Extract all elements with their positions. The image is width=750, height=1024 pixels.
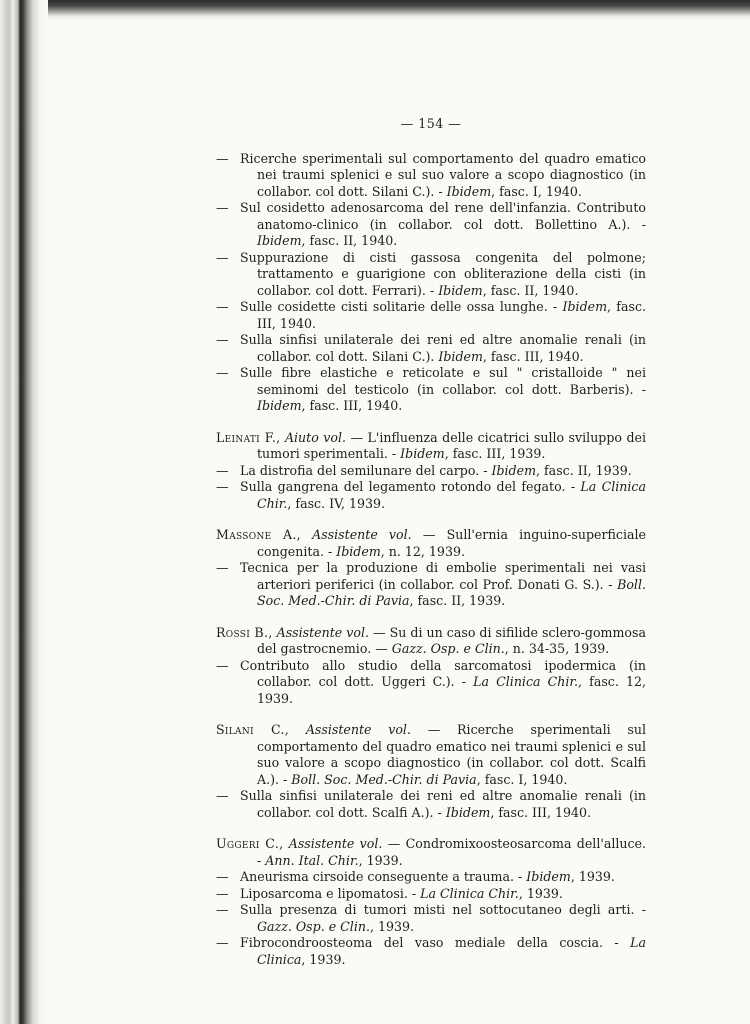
bibliography-entry: — Sul cosidetto adenosarcoma del rene dell'infanzia. Contributo anatomo-clinico (in collabor. col dott. Bollettino A.). - Ibidem, fasc. II, 1940. bbox=[216, 200, 646, 248]
author-entry: Massone A., Assistente vol. — Sull'ernia inguino-superficiale congenita. - Ibidem, n. 12, 1939. bbox=[216, 527, 646, 559]
bibliography-entry: — Sulla sinfisi unilaterale dei reni ed altre anomalie renali (in collabor. col dott. Scalfi A.). - Ibidem, fasc. III, 1940. bbox=[216, 788, 646, 820]
scan-edge-left bbox=[0, 0, 48, 1024]
author-entry: Uggeri C., Assistente vol. — Condromixoosteosarcoma dell'alluce. - Ann. Ital. Chir., 1939. bbox=[216, 836, 646, 868]
bibliography-entry: — Ricerche sperimentali sul comportamento del quadro ematico nei traumi splenici e sul suo valore a scopo diagnostico (in collabor. col dott. Silani C.). - Ibidem, fasc. I, 1940. bbox=[216, 150, 646, 199]
author-role: Assistente vol. bbox=[312, 527, 412, 542]
author-role: Assistente vol. bbox=[288, 836, 383, 851]
document-page bbox=[216, 116, 646, 983]
section-previous-author bbox=[216, 151, 646, 415]
section-rossi bbox=[216, 625, 646, 708]
section-silani bbox=[216, 722, 646, 821]
author-role: Assistente vol. bbox=[305, 722, 411, 737]
author-entry: Leinati F., Aiuto vol. — L'influenza delle cicatrici sullo sviluppo dei tumori sperimentali. - Ibidem, fasc. III, 1939. bbox=[216, 429, 647, 461]
section-massone bbox=[216, 527, 646, 610]
section-uggeri bbox=[216, 836, 646, 968]
bibliography-entry: — Fibrocondroosteoma del vaso mediale della coscia. - La Clinica, 1939. bbox=[216, 935, 646, 967]
author-role: Assistente vol. bbox=[276, 624, 370, 640]
bibliography-entry: — Aneurisma cirsoide conseguente a trauma. - Ibidem, 1939. bbox=[216, 869, 615, 884]
bibliography-entry: — Contributo allo studio della sarcomatosi ipodermica (in collabor. col dott. Uggeri C.). - La Clinica Chir., fasc. 12, 1939. bbox=[216, 657, 646, 706]
author-role: Aiuto vol. bbox=[284, 429, 346, 445]
bibliography-entry: — Sulla gangrena del legamento rotondo del fegato. - La Clinica Chir., fasc. IV, 1939. bbox=[216, 479, 646, 511]
page-number: — 154 — bbox=[400, 116, 462, 131]
author-entry: Rossi B., Assistente vol. — Su di un caso di sifilide sclero-gommosa del gastrocnemio. — Gazz. Osp. e Clin., n. 34-35, 1939. bbox=[216, 624, 646, 656]
section-leinati bbox=[216, 430, 646, 513]
bibliography-entry: — Sulle cosidette cisti solitarie delle ossa lunghe. - Ibidem, fasc. III, 1940. bbox=[216, 299, 646, 331]
bibliography-entry: — Liposarcoma e lipomatosi. - La Clinica Chir., 1939. bbox=[216, 885, 563, 901]
scan-edge-top bbox=[0, 0, 750, 20]
bibliography-entry: — Sulla sinfisi unilaterale dei reni ed altre anomalie renali (in collabor. col dott. Silani C.). Ibidem, fasc. III, 1940. bbox=[216, 332, 646, 364]
author-name: Uggeri C., bbox=[216, 836, 284, 851]
bibliography-entry: — Tecnica per la produzione di embolie sperimentali nei vasi arteriori periferici (in collabor. col Prof. Donati G. S.). - Boll. Soc. Med.-Chir. di Pavia, fasc. II, 1939. bbox=[216, 560, 646, 608]
author-name: Massone A., bbox=[216, 527, 301, 542]
author-name: Rossi B., bbox=[216, 624, 273, 640]
bibliography-entry: — La distrofia del semilunare del carpo. - Ibidem, fasc. II, 1939. bbox=[216, 462, 632, 478]
author-name: Silani C., bbox=[216, 722, 290, 737]
bibliography-entry: — Sulla presenza di tumori misti nel sottocutaneo degli arti. - Gazz. Osp. e Clin., 1939. bbox=[216, 902, 646, 934]
author-name: Leinati F., bbox=[216, 429, 281, 445]
bibliography-entry: — Suppurazione di cisti gassosa congenita del polmone; trattamento e guarigione con obliterazione della cisti (in collabor. col dott. Ferrari). - Ibidem, fasc. II, 1940. bbox=[216, 249, 646, 298]
bibliography-entry: — Sulle fibre elastiche e reticolate e sul " cristalloide " nei seminomi del testicolo (in collabor. col dott. Barberis). - Ibidem, fasc. III, 1940. bbox=[216, 365, 646, 413]
author-entry: Silani C., Assistente vol. — Ricerche sperimentali sul comportamento del quadro ematico nei traumi splenici e sul suo valore a scopo diagnostico (in collabor. col dott. Scalfi A.). - Boll. Soc. Med.-Chir. di Pavia, fasc. I, 1940. bbox=[216, 722, 646, 787]
